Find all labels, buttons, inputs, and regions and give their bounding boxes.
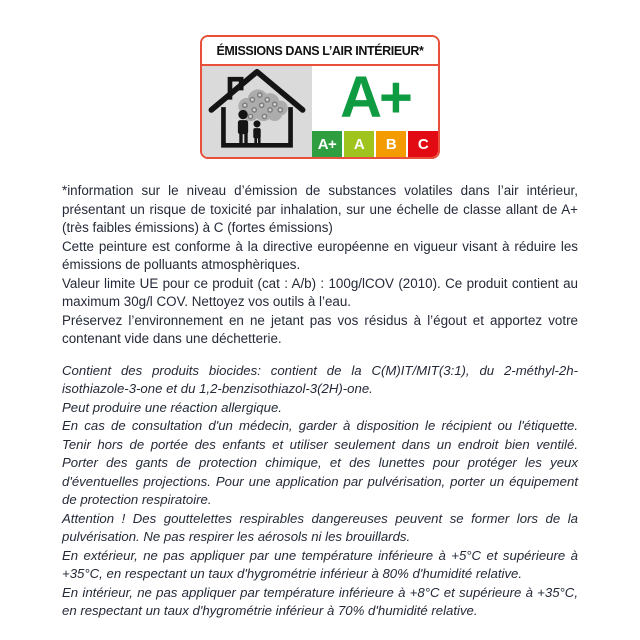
rating-scale <box>312 131 438 157</box>
label-title: ÉMISSIONS DANS L’AIR INTÉRIEUR* <box>202 37 438 66</box>
scale-cell-b: B <box>376 131 406 157</box>
hazard-block <box>62 362 578 621</box>
scale-cell-a: A <box>344 131 374 157</box>
hazard-paragraph: Attention ! Des gouttelettes respirables dangereuses peuvent se former lors de la pulvérisation. Ne pas respirer les aérosols ni les brouillards. <box>62 510 578 544</box>
regulatory-paragraph: Valeur limite UE pour ce produit (cat : A/b) : 100g/lCOV (2010). Ce produit contient au maximum 30g/l COV. Nettoyez vos outils à l’eau. <box>62 275 578 309</box>
air-emissions-label <box>200 35 440 159</box>
rating-value: A+ <box>340 64 410 130</box>
scale-cell-a-plus: A+ <box>312 131 342 157</box>
regulatory-block <box>62 238 578 349</box>
hazard-paragraph: En intérieur, ne pas appliquer par température inférieure à +8°C et supérieure à +35°C, en respectant un taux d'hygrométrie inférieur à 70% d'humidité relative. <box>62 584 578 618</box>
regulatory-paragraph: Préservez l’environnement en ne jetant pas vos résidus à l’égout et apportez votre contenant vide dans une déchetterie. <box>62 312 578 346</box>
hazard-paragraph: En extérieur, ne pas appliquer par une température inférieure à +5°C et supérieure à +35°C, en respectant un taux d'hygrométrie inférieur à 80% d'humidité relative. <box>62 547 578 581</box>
label-body <box>202 66 438 157</box>
regulatory-paragraph: Cette peinture est conforme à la directive européenne en vigueur visant à réduire les émissions de polluants atmosphèriques. <box>62 238 578 272</box>
house-pictogram-panel <box>202 66 312 157</box>
hazard-paragraph: En cas de consultation d'un médecin, garder à disposition le récipient ou l'étiquette. Tenir hors de portée des enfants et utiliser seulement dans un endroit bien ventilé. Porter des gants de protection chimique, et des lunettes pour protéger les yeux d'éventuelles projections. Pour une application par pulvérisation, porter un équipement de protection respiratoire. <box>62 418 578 507</box>
hazard-paragraph: Peut produire une réaction allergique. <box>62 399 282 415</box>
hazard-paragraph: Contient des produits biocides: contient de la C(M)IT/MIT(3:1), du 2-méthyl-2h-isothiazole-3-one et du 1,2-benzisothiazol-3(2H)-one. <box>62 362 578 396</box>
rating-area <box>312 66 438 157</box>
label-text-content <box>62 182 578 621</box>
scale-cell-c: C <box>408 131 438 157</box>
footnote-paragraph: *information sur le niveau d’émission de substances volatiles dans l’air intérieur, présentant un risque de toxicité par inhalation, sur une échelle de classe allant de A+ (très faibles émissions) à C (fortes émissions) <box>62 183 578 235</box>
house-with-pollution-cloud-and-people-icon <box>208 68 306 155</box>
